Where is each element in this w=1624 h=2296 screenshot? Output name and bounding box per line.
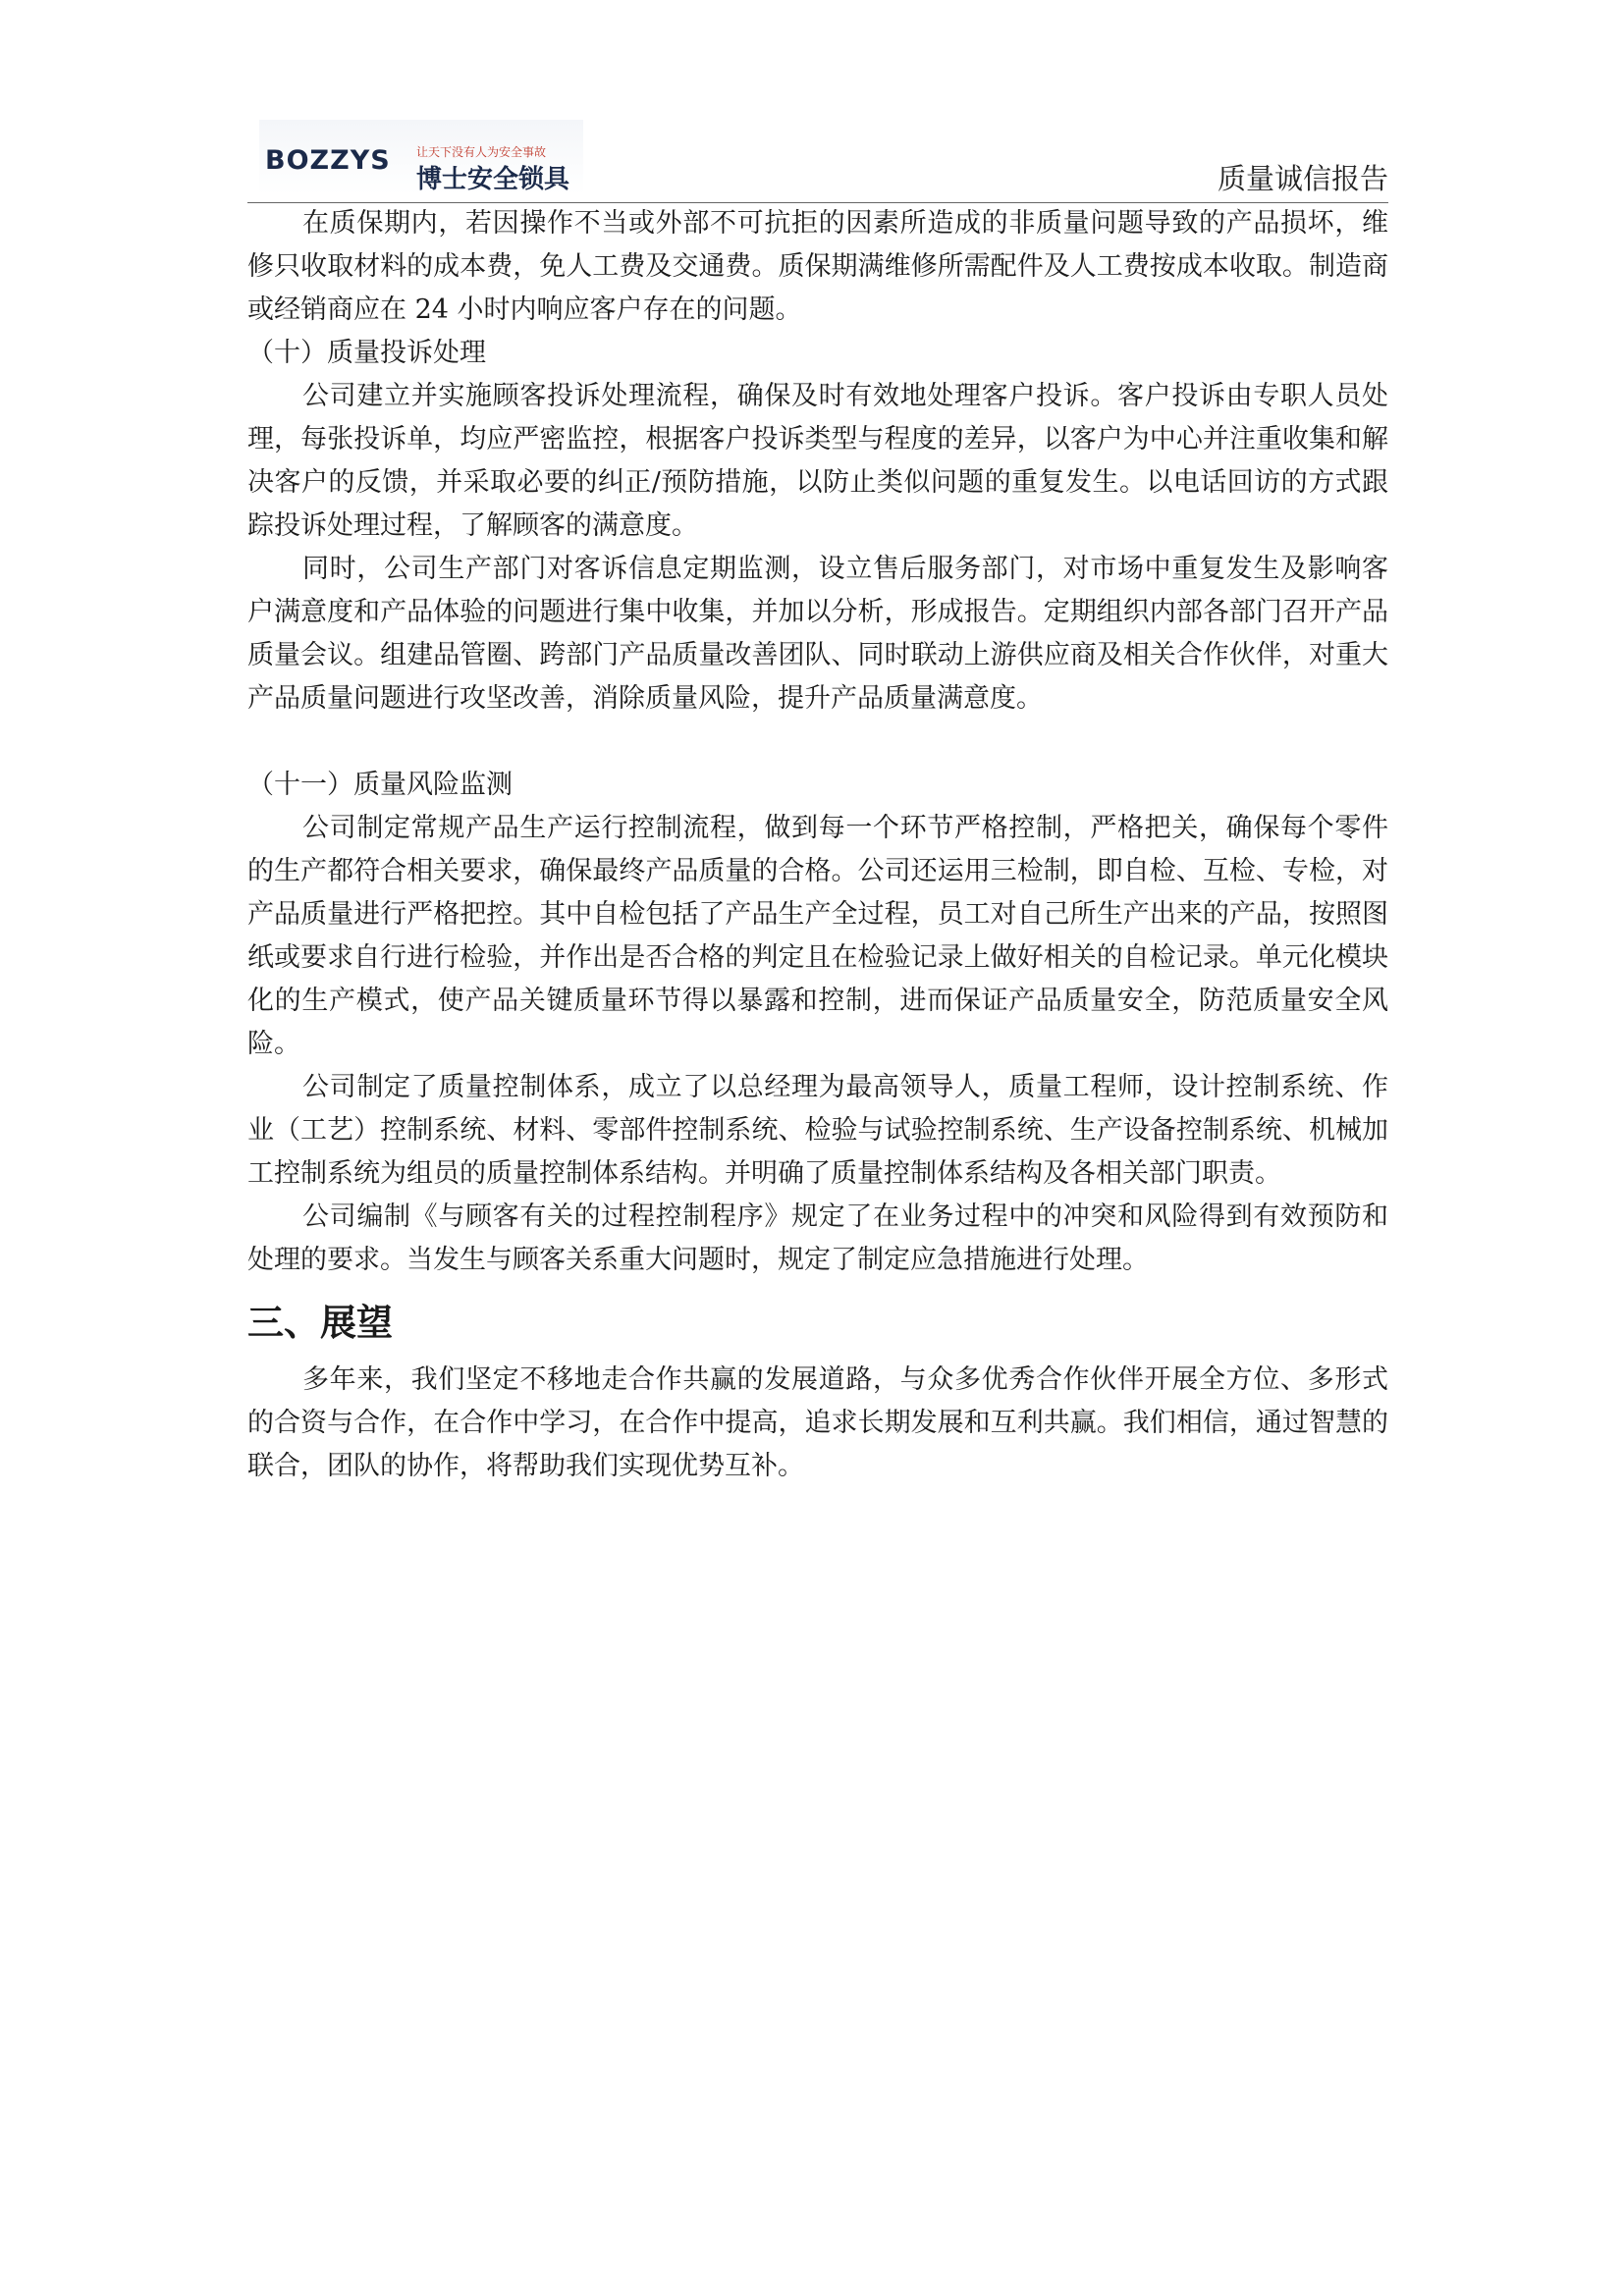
page-header <box>247 110 1388 202</box>
logo-slogan: 让天下没有人为安全事故 <box>416 145 547 159</box>
paragraph-procedure: 公司编制《与顾客有关的过程控制程序》规定了在业务过程中的冲突和风险得到有效预防和处理的要求。当发生与顾客关系重大问题时，规定了制定应急措施进行处理。 <box>247 1201 1388 1275</box>
section-heading-risk: （十一）质量风险监测 <box>247 770 513 800</box>
document-body <box>247 202 1388 1488</box>
paragraph-risk-control: 公司制定常规产品生产运行控制流程，做到每一个环节严格控制，严格把关，确保每个零件的生产都符合相关要求，确保最终产品质量的合格。公司还运用三检制，即自检、互检、专检，对产品质量进行严格把控。其中自检包括了产品生产全过程，员工对自己所生产出来的产品，按照图纸或要求自行进行检验，并作出是否合格的判定且在检验记录上做好相关的自检记录。单元化模块化的生产模式，使产品关键质量环节得以暴露和控制，进而保证产品质量安全，防范质量安全风险。 <box>247 813 1388 1059</box>
paragraph-spacer <box>247 721 1388 764</box>
paragraph-quality-system: 公司制定了质量控制体系，成立了以总经理为最高领导人，质量工程师，设计控制系统、作业（工艺）控制系统、材料、零部件控制系统、检验与试验控制系统、生产设备控制系统、机械加工控制系统为组员的质量控制体系结构。并明确了质量控制体系结构及各相关部门职责。 <box>247 1072 1388 1189</box>
logo-company-name: 博士安全锁具 <box>416 165 570 194</box>
paragraph-complaint-process: 公司建立并实施顾客投诉处理流程，确保及时有效地处理客户投诉。客户投诉由专职人员处理，每张投诉单，均应严密监控，根据客户投诉类型与程度的差异，以客户为中心并注重收集和解决客户的反馈，并采取必要的纠正/预防措施，以防止类似问题的重复发生。以电话回访的方式跟踪投诉处理过程，了解顾客的满意度。 <box>247 381 1388 541</box>
logo-mark: BOZZYS <box>265 145 391 176</box>
chapter-heading-outlook: 三、展望 <box>247 1302 393 1344</box>
company-logo <box>259 120 583 194</box>
paragraph-warranty: 在质保期内，若因操作不当或外部不可抗拒的因素所造成的非质量问题导致的产品损坏，维修只收取材料的成本费，免人工费及交通费。质保期满维修所需配件及人工费按成本收取。制造商或经销商应在 24 小时内响应客户存在的问题。 <box>247 208 1388 325</box>
report-title: 质量诚信报告 <box>1217 162 1388 195</box>
section-heading-complaint: （十）质量投诉处理 <box>247 338 486 368</box>
paragraph-outlook: 多年来，我们坚定不移地走合作共赢的发展道路，与众多优秀合作伙伴开展全方位、多形式的合资与合作，在合作中学习，在合作中提高，追求长期发展和互利共赢。我们相信，通过智慧的联合，团队的协作，将帮助我们实现优势互补。 <box>247 1364 1388 1481</box>
paragraph-complaint-monitoring: 同时，公司生产部门对客诉信息定期监测，设立售后服务部门，对市场中重复发生及影响客户满意度和产品体验的问题进行集中收集，并加以分析，形成报告。定期组织内部各部门召开产品质量会议。组建品管圈、跨部门产品质量改善团队、同时联动上游供应商及相关合作伙伴，对重大产品质量问题进行攻坚改善，消除质量风险，提升产品质量满意度。 <box>247 554 1388 714</box>
